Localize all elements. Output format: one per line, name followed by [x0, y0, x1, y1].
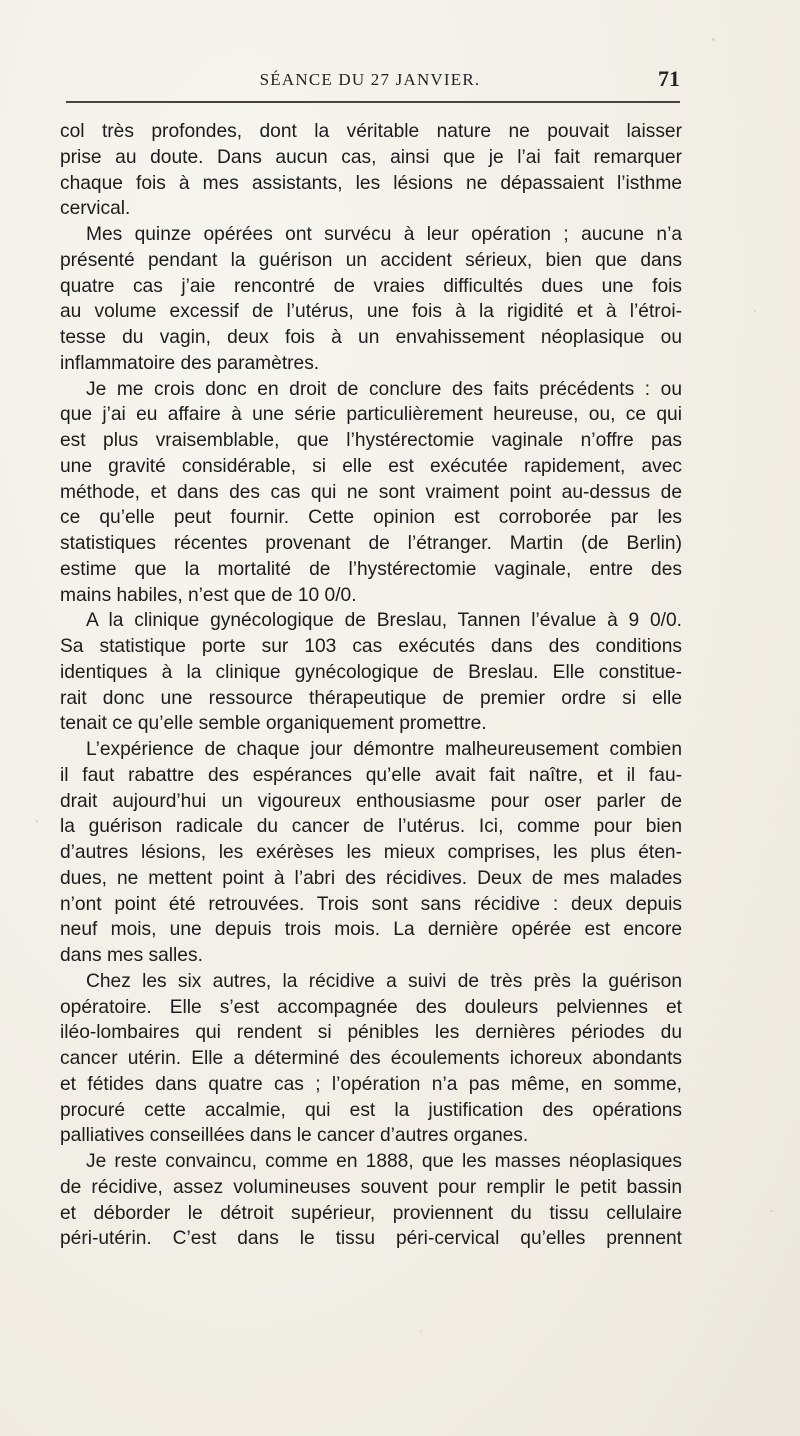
- text-line: Je reste convaincu, comme en 1888, que les masses néoplasiques: [86, 1151, 682, 1172]
- text-line: Sa statistique porte sur 103 cas exécutés dans des conditions: [60, 636, 682, 657]
- text-line: L’expérience de chaque jour démontre malheureusement combien: [86, 739, 682, 760]
- text-line: méthode, et dans des cas qui ne sont vraiment point au-dessus de: [60, 481, 682, 503]
- text-line: tesse du vagin, deux fois à un envahissement néoplasique ou: [60, 327, 682, 348]
- text-line: d’autres lésions, les exérèses les mieux comprises, les plus éten-: [60, 842, 682, 863]
- text-line: et fétides dans quatre cas ; l’opération n’a pas même, en somme,: [60, 1073, 682, 1095]
- text-line: procuré cette accalmie, qui est la justification des opérations: [60, 1099, 682, 1121]
- text-line: Je me crois donc en droit de conclure des faits précédents : ou: [86, 378, 682, 400]
- text-line: iléo-lombaires qui rendent si pénibles les dernières périodes du: [60, 1022, 682, 1044]
- text-line: il faut rabattre des espérances qu’elle avait fait naître, et il fau-: [60, 764, 682, 786]
- text-line: présenté pendant la guérison un accident sérieux, bien que dans: [60, 249, 682, 271]
- paragraph: [60, 608, 682, 737]
- paragraph: [60, 222, 682, 377]
- paper-speck: [36, 820, 38, 823]
- text-line: une gravité considérable, si elle est exécutée rapidement, avec: [60, 455, 682, 477]
- text-line: dans mes salles.: [60, 945, 203, 966]
- running-head: [60, 64, 680, 94]
- text-line: Mes quinze opérées ont survécu à leur opération ; aucune n’a: [86, 224, 682, 245]
- text-line: chaque fois à mes assistants, les lésions ne dépassaient l’isthme: [60, 172, 682, 194]
- text-line: n’ont point été retrouvées. Trois sont sans récidive : deux depuis: [60, 893, 682, 915]
- text-line: A la clinique gynécologique de Breslau, Tannen l’évalue à 9 0/0.: [86, 610, 682, 632]
- text-line: la guérison radicale du cancer de l’utérus. Ici, comme pour bien: [60, 816, 682, 838]
- paper-speck: [712, 38, 715, 41]
- text-line: au volume excessif de l’utérus, une fois à la rigidité et à l’étroi-: [60, 301, 682, 323]
- text-line: et déborder le détroit supérieur, proviennent du tissu cellulaire: [60, 1202, 682, 1224]
- text-line: estime que la mortalité de l’hystérectomie vaginale, entre des: [60, 558, 682, 580]
- paper-speck: [420, 1330, 422, 1332]
- page-number: 71: [658, 66, 680, 91]
- text-line: péri-utérin. C’est dans le tissu péri-cervical qu’elles prennent: [60, 1228, 682, 1250]
- text-line: opératoire. Elle s’est accompagnée des douleurs pelviennes et: [60, 996, 682, 1018]
- text-line: tenait ce qu’elle semble organiquement promettre.: [60, 713, 487, 735]
- paragraph: [60, 119, 682, 222]
- body-text: [60, 119, 682, 1252]
- text-line: statistiques récentes provenant de l’étranger. Martin (de Berlin): [60, 533, 682, 554]
- paragraph: [60, 377, 682, 609]
- text-line: rait donc une ressource thérapeutique de premier ordre si elle: [60, 687, 682, 709]
- text-line: ce qu’elle peut fournir. Cette opinion est corroborée par les: [60, 507, 682, 529]
- paper-speck: [770, 1210, 773, 1212]
- header-rule: [66, 101, 680, 103]
- paragraph: [60, 969, 682, 1149]
- paragraph: [60, 737, 682, 969]
- text-line: identiques à la clinique gynécologique de Breslau. Elle constitue-: [60, 661, 682, 683]
- text-line: cancer utérin. Elle a déterminé des écoulements ichoreux abondants: [60, 1048, 682, 1069]
- paragraph: [60, 1149, 682, 1252]
- text-line: neuf mois, une depuis trois mois. La dernière opérée est encore: [60, 919, 682, 941]
- text-line: mains habiles, n’est que de 10 0/0.: [60, 584, 357, 606]
- text-line: drait aujourd’hui un vigoureux enthousiasme pour oser parler de: [60, 790, 682, 812]
- text-line: palliatives conseillées dans le cancer d’autres organes.: [60, 1125, 529, 1147]
- text-line: prise au doute. Dans aucun cas, ainsi que je l’ai fait remarquer: [60, 146, 682, 168]
- text-line: Chez les six autres, la récidive a suivi de très près la guérison: [86, 970, 682, 992]
- text-line: inflammatoire des paramètres.: [60, 352, 320, 374]
- running-title: SÉANCE DU 27 JANVIER.: [259, 70, 481, 89]
- paper-speck: [754, 310, 756, 312]
- text-line: dues, ne mettent point à l’abri des récidives. Deux de mes malades: [60, 867, 682, 889]
- text-line: que j’ai eu affaire à une série particulièrement heureuse, ou, ce qui: [60, 404, 682, 426]
- text-line: est plus vraisemblable, que l’hystérectomie vaginale n’offre pas: [60, 430, 682, 451]
- text-line: col très profondes, dont la véritable nature ne pouvait laisser: [60, 121, 682, 142]
- text-line: de récidive, assez volumineuses souvent pour remplir le petit bassin: [60, 1176, 682, 1198]
- text-line: cervical.: [60, 198, 131, 220]
- text-line: quatre cas j’aie rencontré de vraies difficultés dues une fois: [60, 275, 682, 297]
